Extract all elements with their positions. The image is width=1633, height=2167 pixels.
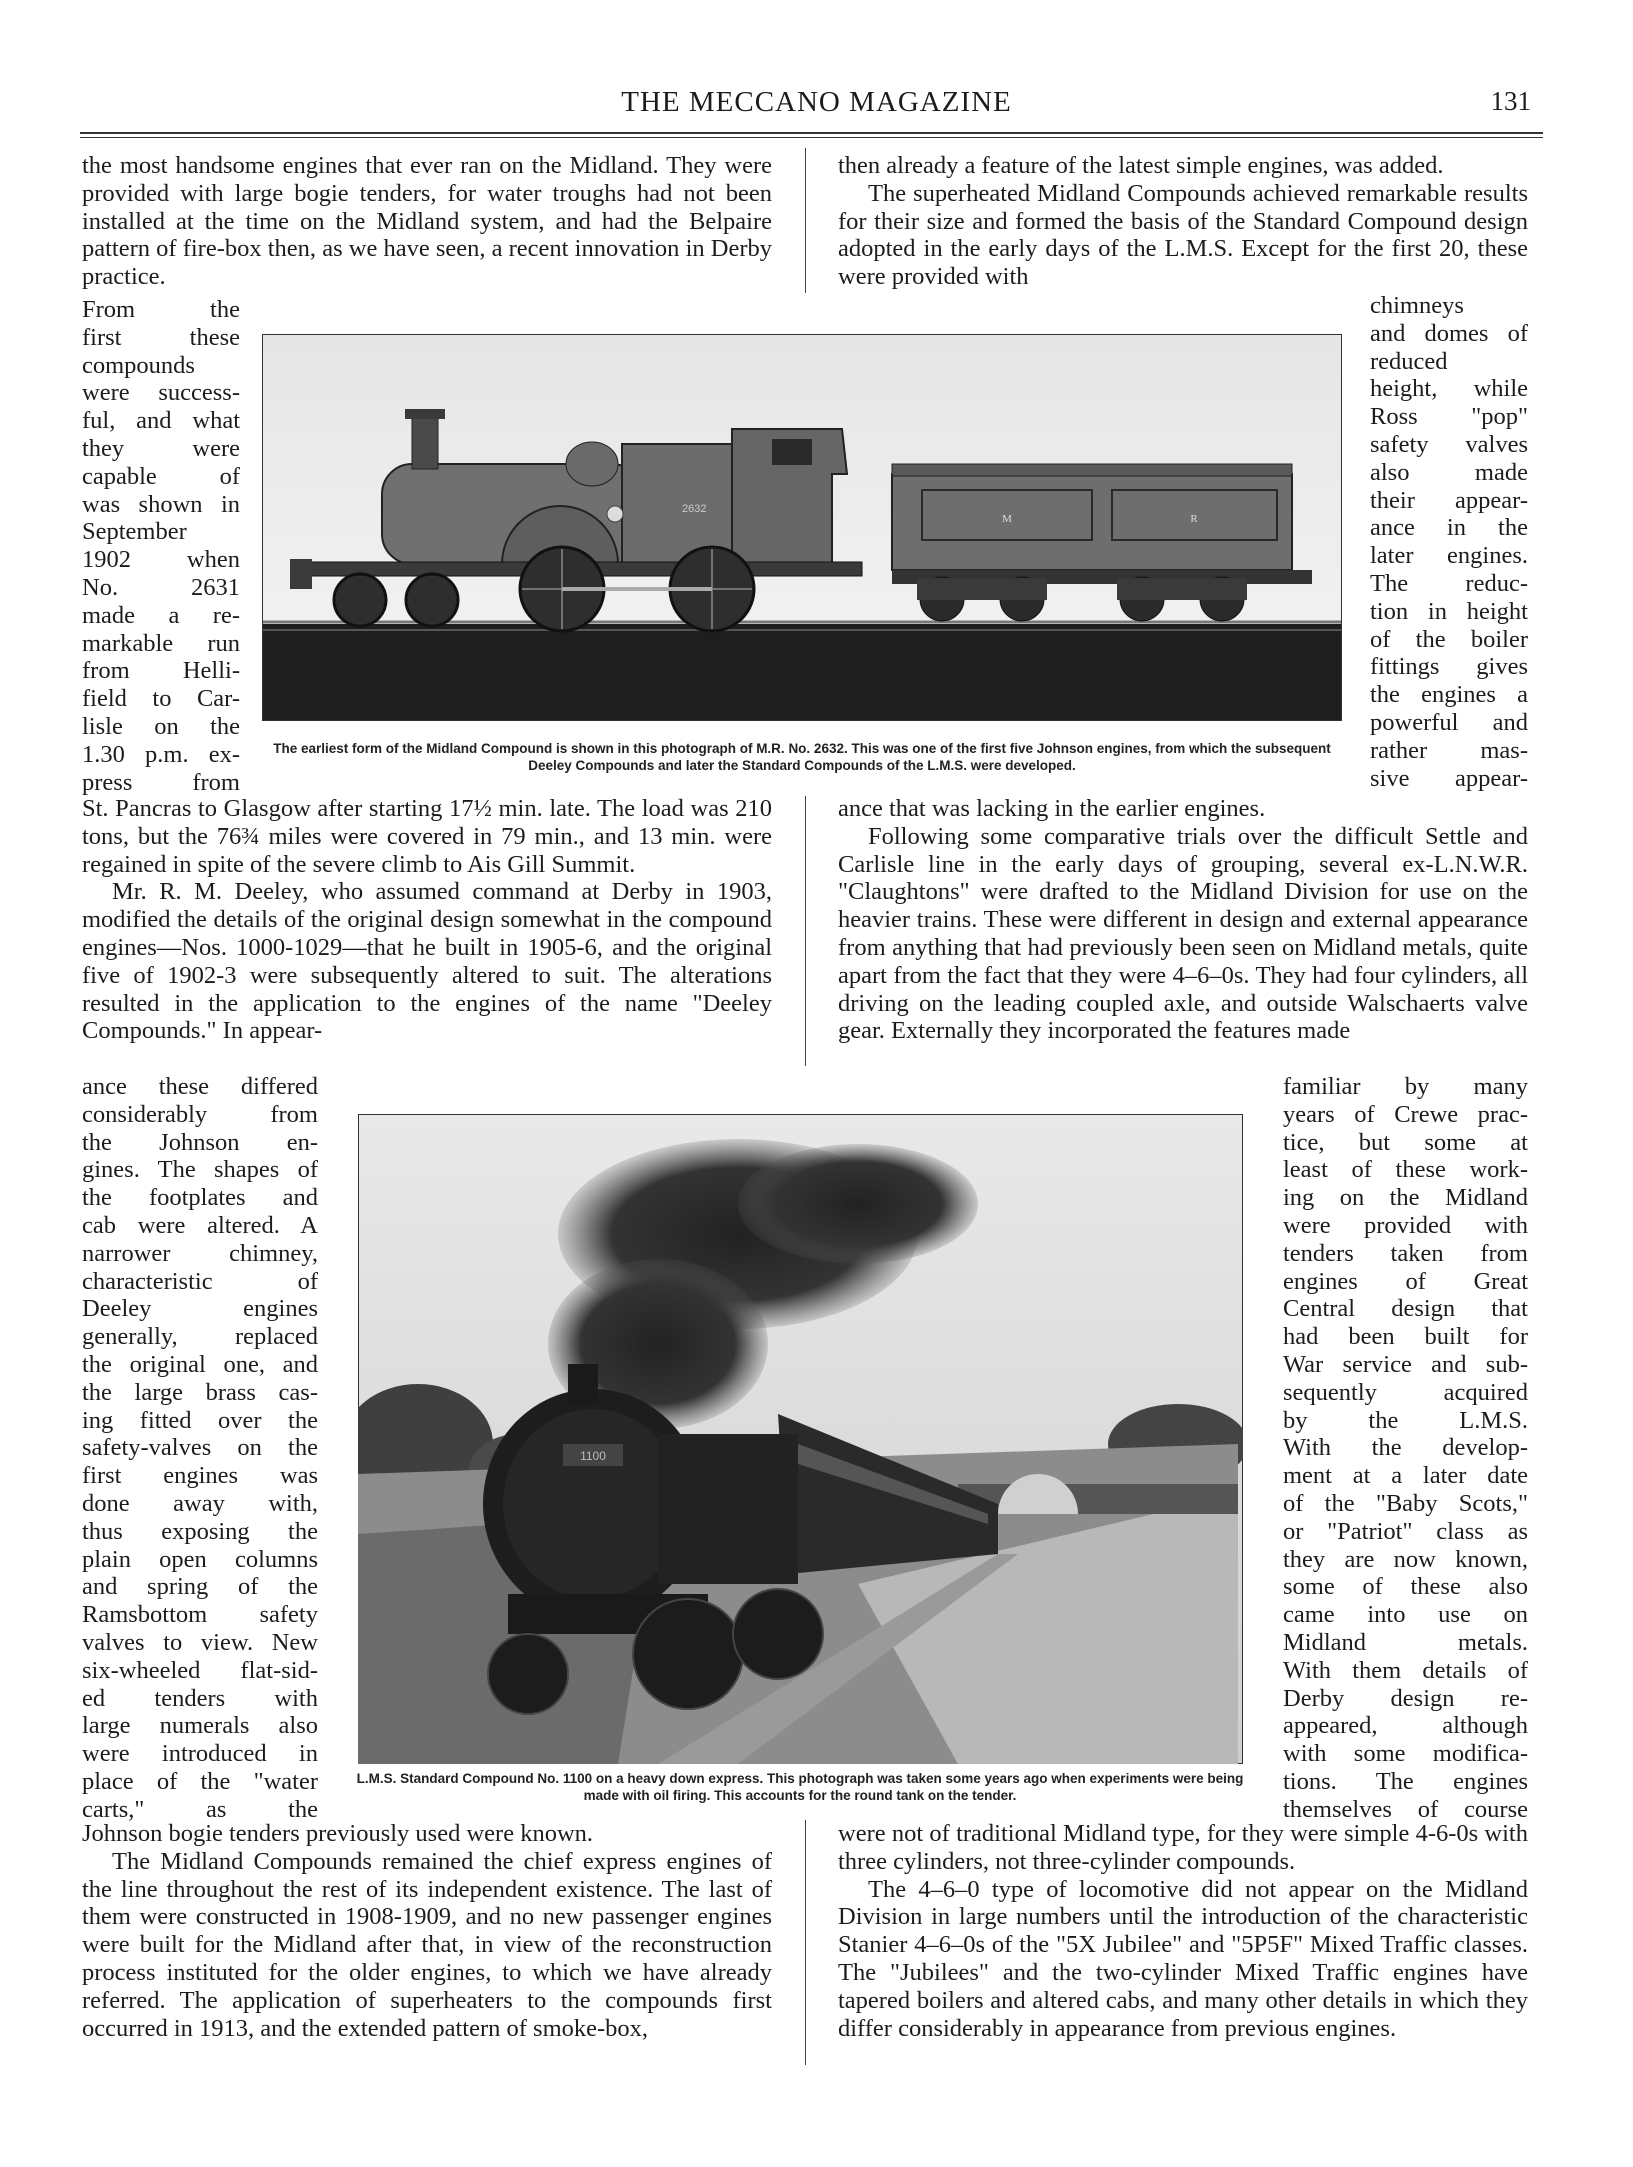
column-divider-middle: [805, 796, 806, 1066]
mid-right-wrap-line: came into use on: [1283, 1601, 1528, 1629]
mid-right-wrap-line: by the L.M.S.: [1283, 1406, 1528, 1434]
top-right-wrap-line: reduced: [1370, 347, 1448, 375]
column-divider-bottom: [805, 1820, 806, 2065]
top-left-wrap-line: from Helli-: [82, 657, 240, 685]
top-left-wrap-line: 1902 when: [82, 546, 240, 574]
header-rule-thin: [80, 137, 1543, 138]
mid-right-wrap-line: ment at a later date: [1283, 1462, 1528, 1490]
top-right-text: then already a feature of the latest simple engines, was added.: [838, 152, 1444, 179]
top-right-wrap-line: rather mas-: [1370, 736, 1528, 764]
top-left-wrap-line: were success-: [82, 379, 240, 407]
mid-left-wrap-line: valves to view. New: [82, 1628, 318, 1656]
mid-left-wrap-line: thus exposing the: [82, 1517, 318, 1545]
mid-left-wrap-line: first engines was: [82, 1462, 318, 1490]
mid-right-wrap-line: some of these also: [1283, 1573, 1528, 1601]
mid-left-wrap-line: and spring of the: [82, 1573, 318, 1601]
top-left-wrap-line: they were: [82, 434, 240, 462]
mid-right-wrap-line: appeared, although: [1283, 1712, 1528, 1740]
top-left-wrap-line: 1.30 p.m. ex-: [82, 740, 240, 768]
mid-left-wrap-line: the Johnson en-: [82, 1128, 318, 1156]
mid-right-wrap-line: had been built for: [1283, 1323, 1528, 1351]
page-header: [82, 86, 1551, 122]
top-right-text-2: The superheated Midland Compounds achieved remarkable results for their size and formed the basis of the Standard Compound design adopted in the early days of the L.M.S. Except for the first 20, these were provided with: [838, 179, 1528, 291]
caption-photo-2: L.M.S. Standard Compound No. 1100 on a heavy down express. This photograph was taken some years ago when experiments were being made with oil firing. This accounts for the round tank on the tender.: [356, 1771, 1244, 1803]
mid-left-wrap-line: gines. The shapes of: [82, 1156, 318, 1184]
mid-left-wrap-line: done away with,: [82, 1489, 318, 1517]
mid-left-wrap-line: safety-valves on the: [82, 1434, 318, 1462]
caption-photo-1: The earliest form of the Midland Compound is shown in this photograph of M.R. No. 2632. This was one of the first five Johnson engines, from which the subsequent Deeley Compounds and later the Standard Compounds of the L.M.S. were developed.: [273, 741, 1331, 773]
middle-right-text-2: Following some comparative trials over the difficult Settle and Carlisle line in the early days of grouping, several ex-L.N.W.R. "Claughtons" were drafted to the Midland Division for use on the heavier trains. These were different in design and external appearance from anything that had previously been seen on Midland metals, quite apart from the fact that they were 4–6–0s. They had four cylinders, all driving on the leading coupled axle, and outside Walschaerts valve gear. Externally they incorporated the features made: [838, 822, 1528, 1045]
middle-right-text-1: ance that was lacking in the earlier engines.: [838, 795, 1266, 822]
engine-number-2632: 2632: [682, 503, 707, 515]
top-right-paragraph: [838, 152, 1528, 291]
bottom-right-paragraph: [838, 1820, 1528, 2042]
mid-left-wrap-line: cab were altered. A: [82, 1211, 318, 1239]
mid-right-wrap-line: with some modifica-: [1283, 1740, 1528, 1768]
mid-left-wrap-line: the large brass cas-: [82, 1378, 318, 1406]
top-right-wrap-line: chimneys: [1370, 292, 1464, 319]
mid-left-wrap-line: ing fitted over the: [82, 1406, 318, 1434]
mid-left-wrap-line: Ramsbottom safety: [82, 1601, 318, 1629]
mid-left-wrap-line: large numerals also: [82, 1712, 318, 1740]
top-left-wrap-line: markable run: [82, 629, 240, 657]
mid-right-wrap-line: tice, but some at: [1283, 1128, 1528, 1156]
mid-left-wrap-line: the original one, and: [82, 1350, 318, 1378]
mid-left-wrap-line: characteristic of: [82, 1267, 318, 1295]
top-right-wrap-line: their appear-: [1370, 486, 1528, 514]
top-right-wrap-line: sive appear-: [1370, 764, 1528, 792]
top-left-wrap-line: made a re-: [82, 601, 240, 629]
magazine-title: THE MECCANO MAGAZINE: [621, 86, 1012, 118]
mid-left-wrap-line: narrower chimney,: [82, 1239, 318, 1267]
bottom-right-text-2: The 4–6–0 type of locomotive did not appear on the Midland Division in large numbers until the introduction of the characteristic Stanier 4–6–0s of the "5X Jubilee" and "5P5F" Mixed Traffic classes. The "Jubilees" and the two-cylinder Mixed Traffic engines have tapered boilers and altered cabs, and many other details in which they differ considerably in appearance from previous engines.: [838, 1875, 1528, 2042]
tender-letter-r: R: [1190, 513, 1198, 525]
top-right-wrap-line: fittings gives: [1370, 653, 1528, 681]
mid-left-wrap-line: ed tenders with: [82, 1684, 318, 1712]
top-right-wrap-line: The reduc-: [1370, 569, 1528, 597]
mid-right-wrap-line: tenders taken from: [1283, 1239, 1528, 1267]
bottom-left-paragraph: [82, 1820, 772, 2042]
top-left-wrap-line: From the: [82, 296, 240, 323]
top-right-wrap-line: Ross "pop": [1370, 403, 1528, 431]
mid-right-wrap-line: With them details of: [1283, 1656, 1528, 1684]
top-right-wrap-line: of the boiler: [1370, 625, 1528, 653]
mid-right-wrap-line: engines of Great: [1283, 1267, 1528, 1295]
mid-left-wrap-line: six-wheeled flat-sid-: [82, 1656, 318, 1684]
mid-right-wrap-line: years of Crewe prac-: [1283, 1100, 1528, 1128]
mid-left-wrap-line: generally, replaced: [82, 1323, 318, 1351]
top-right-wrap-line: powerful and: [1370, 708, 1528, 736]
mid-right-wrap-line: were provided with: [1283, 1211, 1528, 1239]
middle-right-paragraph: [838, 795, 1528, 1045]
middle-left-wrap: [82, 1073, 318, 1824]
photo-standard-compound-1100: [358, 1114, 1243, 1764]
mid-left-wrap-line: were introduced in: [82, 1740, 318, 1768]
top-right-wrap-line: safety valves: [1370, 430, 1528, 458]
mid-right-wrap-line: ing on the Midland: [1283, 1184, 1528, 1212]
column-divider-top: [805, 148, 806, 293]
mid-right-wrap-line: With the develop-: [1283, 1434, 1528, 1462]
top-right-wrap-line: the engines a: [1370, 681, 1528, 709]
top-left-wrap-line: September: [82, 518, 187, 546]
mid-right-wrap-line: War service and sub-: [1283, 1350, 1528, 1378]
top-left-wrap-line: field to Car-: [82, 685, 240, 713]
mid-right-wrap-line: sequently acquired: [1283, 1378, 1528, 1406]
middle-right-wrap: [1283, 1073, 1528, 1824]
mid-right-wrap-line: Central design that: [1283, 1295, 1528, 1323]
top-left-text: the most handsome engines that ever ran on the Midland. They were provided with large bogie tenders, for water troughs had not been installed at the time on the Midland system, and had the Belpaire pattern of fire-box then, as we have seen, a recent innovation in Derby practice.: [82, 152, 772, 291]
mid-left-wrap-line: considerably from: [82, 1100, 318, 1128]
page-number: 131: [1490, 86, 1531, 116]
bottom-right-text-1: were not of traditional Midland type, for they were simple 4-6-0s with three cylinders, not three-cylinder compounds.: [838, 1820, 1528, 1875]
mid-right-wrap-line: tions. The engines: [1283, 1767, 1528, 1795]
top-left-wrap-line: No. 2631: [82, 573, 240, 601]
engine-number-1100: 1100: [580, 1449, 606, 1463]
middle-left-text-1: St. Pancras to Glasgow after starting 17½ min. late. The load was 210 tons, but the 76¾ miles were covered in 79 min., and 13 min. were regained in spite of the severe climb to Ais Gill Summit.: [82, 795, 772, 878]
top-left-wrap-line: lisle on the: [82, 712, 240, 740]
mid-right-wrap-line: Midland metals.: [1283, 1628, 1528, 1656]
top-left-wrap-line: compounds: [82, 351, 195, 379]
mid-right-wrap-line: they are now known,: [1283, 1545, 1528, 1573]
top-left-wrap-line: press from: [82, 768, 240, 796]
header-rule: [80, 132, 1543, 134]
mid-right-wrap-line: themselves of course: [1283, 1795, 1528, 1823]
top-right-wrap-line: later engines.: [1370, 542, 1528, 570]
top-right-wrap-line: also made: [1370, 458, 1528, 486]
top-left-wrap-line: ful, and what: [82, 407, 240, 435]
mid-left-wrap-line: ance these differed: [82, 1073, 318, 1100]
bottom-left-text-1: Johnson bogie tenders previously used were known.: [82, 1820, 594, 1847]
mid-right-wrap-line: or "Patriot" class as: [1283, 1517, 1528, 1545]
mid-left-wrap-line: the footplates and: [82, 1184, 318, 1212]
photo-midland-compound-2632: [262, 334, 1342, 721]
mid-right-wrap-line: familiar by many: [1283, 1073, 1528, 1100]
top-left-wrap-line: capable of: [82, 462, 240, 490]
mid-left-wrap-line: carts," as the: [82, 1795, 318, 1823]
top-right-wrap-line: tion in height: [1370, 597, 1528, 625]
tender-letter-m: M: [1002, 513, 1012, 525]
top-right-wrap-line: height, while: [1370, 375, 1528, 403]
mid-right-wrap-line: least of these work-: [1283, 1156, 1528, 1184]
mid-left-wrap-line: plain open columns: [82, 1545, 318, 1573]
middle-left-text-2: Mr. R. M. Deeley, who assumed command at Derby in 1903, modified the details of the original design somewhat in the compound engines—Nos. 1000-1029—that he built in 1905-6, and the original five of 1902-3 were subsequently altered to suit. The alterations resulted in the application to the engines of the name "Deeley Compounds." In appear-: [82, 878, 772, 1045]
top-right-wrap-line: ance in the: [1370, 514, 1528, 542]
mid-right-wrap-line: Derby design re-: [1283, 1684, 1528, 1712]
mid-right-wrap-line: of the "Baby Scots,": [1283, 1489, 1528, 1517]
top-left-wrap: [82, 296, 240, 796]
top-right-wrap: [1370, 292, 1528, 792]
mid-left-wrap-line: Deeley engines: [82, 1295, 318, 1323]
mid-left-wrap-line: place of the "water: [82, 1767, 318, 1795]
bottom-left-text-2: The Midland Compounds remained the chief express engines of the line throughout the rest of its independent existence. The last of them were constructed in 1908-1909, and no new passenger engines were built for the Midland after that, in view of the reconstruction process instituted for the older engines, to which we have already referred. The application of superheaters to the compounds first occurred in 1913, and the extended pattern of smoke-box,: [82, 1847, 772, 2042]
top-left-wrap-line: was shown in: [82, 490, 240, 518]
middle-left-paragraph: [82, 795, 772, 1045]
top-right-wrap-line: and domes of: [1370, 319, 1528, 347]
top-left-wrap-line: first these: [82, 323, 240, 351]
top-left-paragraph: [82, 152, 772, 291]
